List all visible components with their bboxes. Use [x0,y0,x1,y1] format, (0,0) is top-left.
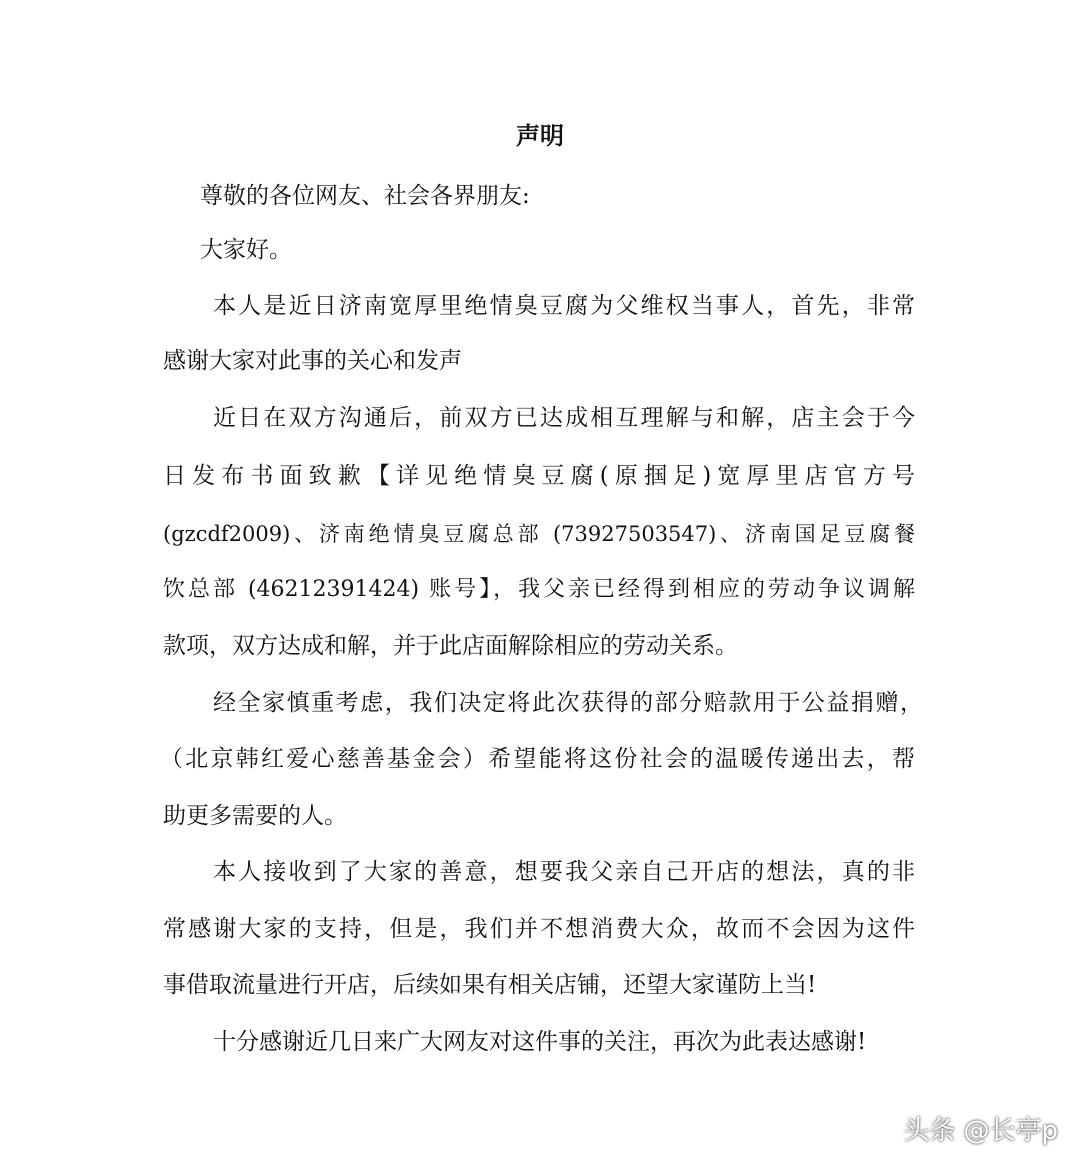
watermark: 头条 @长亭p [903,1116,1058,1146]
document-title: 声明 [516,121,564,150]
paragraph-line: 款项，双方达成和解，并于此店面解除相应的劳动关系。 [163,633,738,659]
paragraph-line: 助更多需要的人。 [163,803,347,829]
paragraph-line: 本人是近日济南宽厚里绝情臭豆腐为父维权当事人，首先，非常 [213,293,915,319]
paragraph-line: 经全家慎重考虑，我们决定将此次获得的部分赔款用于公益捐赠， [213,690,923,716]
paragraph-line: 近日在双方沟通后，前双方已达成相互理解与和解，店主会于今 [213,405,915,431]
paragraph-line: 常感谢大家的支持，但是，我们并不想消费大众，故而不会因为这件 [163,916,915,942]
paragraph-line: 事借取流量进行开店，后续如果有相关店铺，还望大家谨防上当! [163,972,817,998]
paragraph-line: 感谢大家对此事的关心和发声 [163,348,462,374]
greeting-line: 尊敬的各位网友、社会各界朋友: [200,183,530,209]
paragraph-line: （北京韩红爱心慈善基金会）希望能将这份社会的温暖传递出去，帮 [160,746,915,772]
paragraph-line: 十分感谢近几日来广大网友对这件事的关注，再次为此表达感谢! [213,1029,867,1055]
paragraph-line: 日发布书面致歉【详见绝情臭豆腐(原掴足)宽厚里店官方号 [163,463,915,489]
paragraph-line: 本人接收到了大家的善意，想要我父亲自己开店的想法，真的非 [213,859,915,885]
paragraph-line: (gzcdf2009)、济南绝情臭豆腐总部 (73927503547)、济南国足豆腐餐 [163,522,915,546]
hello-line: 大家好。 [200,237,292,263]
paragraph-line: 饮总部 (46212391424) 账号】，我父亲已经得到相应的劳动争议调解 [163,577,915,602]
